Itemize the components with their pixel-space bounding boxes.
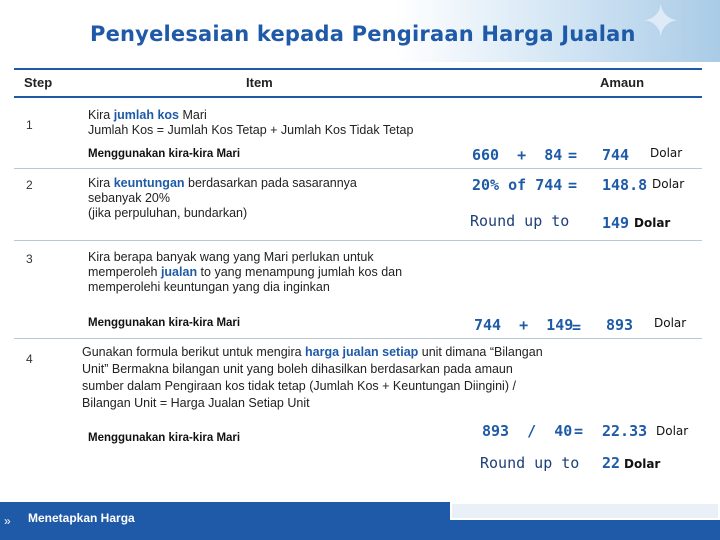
desc-highlight: jualan	[160, 265, 198, 279]
desc-text: Kira	[88, 176, 114, 190]
row-divider	[14, 240, 702, 241]
step-number: 2	[26, 178, 33, 192]
amount-unit: Dolar	[650, 146, 683, 160]
desc-text: (jika perpuluhan, bundarkan)	[88, 206, 248, 220]
equals-sign: =	[568, 146, 578, 164]
step-number: 1	[26, 118, 33, 132]
desc-text: sebanyak 20%	[88, 191, 171, 205]
rounded-unit: Dolar	[634, 216, 671, 230]
equals-sign: =	[568, 176, 578, 194]
header-item: Item	[246, 75, 273, 90]
amount-value: 893	[606, 316, 634, 334]
step-description	[88, 108, 448, 138]
header-step: Step	[24, 75, 53, 90]
step-number: 3	[26, 252, 33, 266]
round-up-label: Round up to	[470, 212, 570, 230]
callout-text: Gunakan formula berikut untuk mengira	[82, 345, 306, 359]
equals-sign: =	[572, 318, 582, 336]
footer-corner-inner	[452, 504, 718, 518]
callout-highlight: harga jualan setiap	[305, 345, 419, 359]
footer-bar	[0, 502, 720, 540]
calculation: 20% of 744	[472, 176, 563, 194]
rounded-amount: 149	[602, 214, 630, 232]
desc-text: memperoleh	[88, 265, 161, 279]
amount-value: 148.8	[602, 176, 648, 194]
table-header	[14, 68, 702, 98]
desc-highlight: keuntungan	[113, 176, 185, 190]
desc-text: Mari	[179, 108, 207, 122]
footer-label[interactable]: Menetapkan Harga	[28, 511, 135, 525]
row-divider	[14, 168, 702, 169]
using-label: Menggunakan kira-kira Mari	[88, 148, 241, 160]
desc-text: berdasarkan pada sasarannya	[184, 176, 357, 190]
bullet-icon: »	[4, 514, 11, 528]
decorative-icon: ✦	[641, 0, 680, 47]
calculation-table	[14, 68, 702, 488]
amount-value: 22.33	[602, 422, 648, 440]
formula-callout	[76, 342, 554, 414]
desc-text: memperolehi keuntungan yang dia inginkan	[88, 280, 330, 294]
callout-text: unit dimana “Bilangan Unit” Bermakna bilangan unit yang boleh dihasilkan berdasarkan pada amaun sumber dalam Pengiraan kos tidak tetap (Jumlah Kos + Keuntungan Diingini) / Bilangan Unit = Harga Jualan Setiap Unit	[82, 345, 543, 410]
amount-unit: Dolar	[656, 424, 689, 438]
calculation: 744 + 149	[474, 316, 574, 334]
round-up-label: Round up to	[480, 454, 580, 472]
amount-unit: Dolar	[654, 316, 687, 330]
rounded-unit: Dolar	[624, 457, 661, 471]
desc-text: Kira berapa banyak wang yang Mari perlukan untuk	[88, 250, 374, 264]
row-divider	[14, 338, 702, 339]
step-description	[88, 176, 388, 221]
using-label: Menggunakan kira-kira Mari	[88, 317, 241, 329]
rounded-amount: 22	[602, 454, 621, 472]
desc-text: to yang menampung jumlah kos dan	[197, 265, 403, 279]
desc-text: Kira	[88, 108, 114, 122]
desc-highlight: jumlah kos	[113, 108, 179, 122]
amount-unit: Dolar	[652, 177, 685, 191]
using-label: Menggunakan kira-kira Mari	[88, 432, 241, 444]
step-number: 4	[26, 352, 33, 366]
desc-text: Jumlah Kos = Jumlah Kos Tetap + Jumlah Kos Tidak Tetap	[88, 123, 414, 137]
equals-sign: =	[574, 422, 584, 440]
header-amount: Amaun	[600, 75, 645, 90]
step-description	[88, 250, 428, 295]
calculation: 893 / 40	[482, 422, 573, 440]
calculation: 660 + 84	[472, 146, 563, 164]
page-title: Penyelesaian kepada Pengiraan Harga Jualan	[90, 22, 636, 46]
amount-value: 744	[602, 146, 630, 164]
